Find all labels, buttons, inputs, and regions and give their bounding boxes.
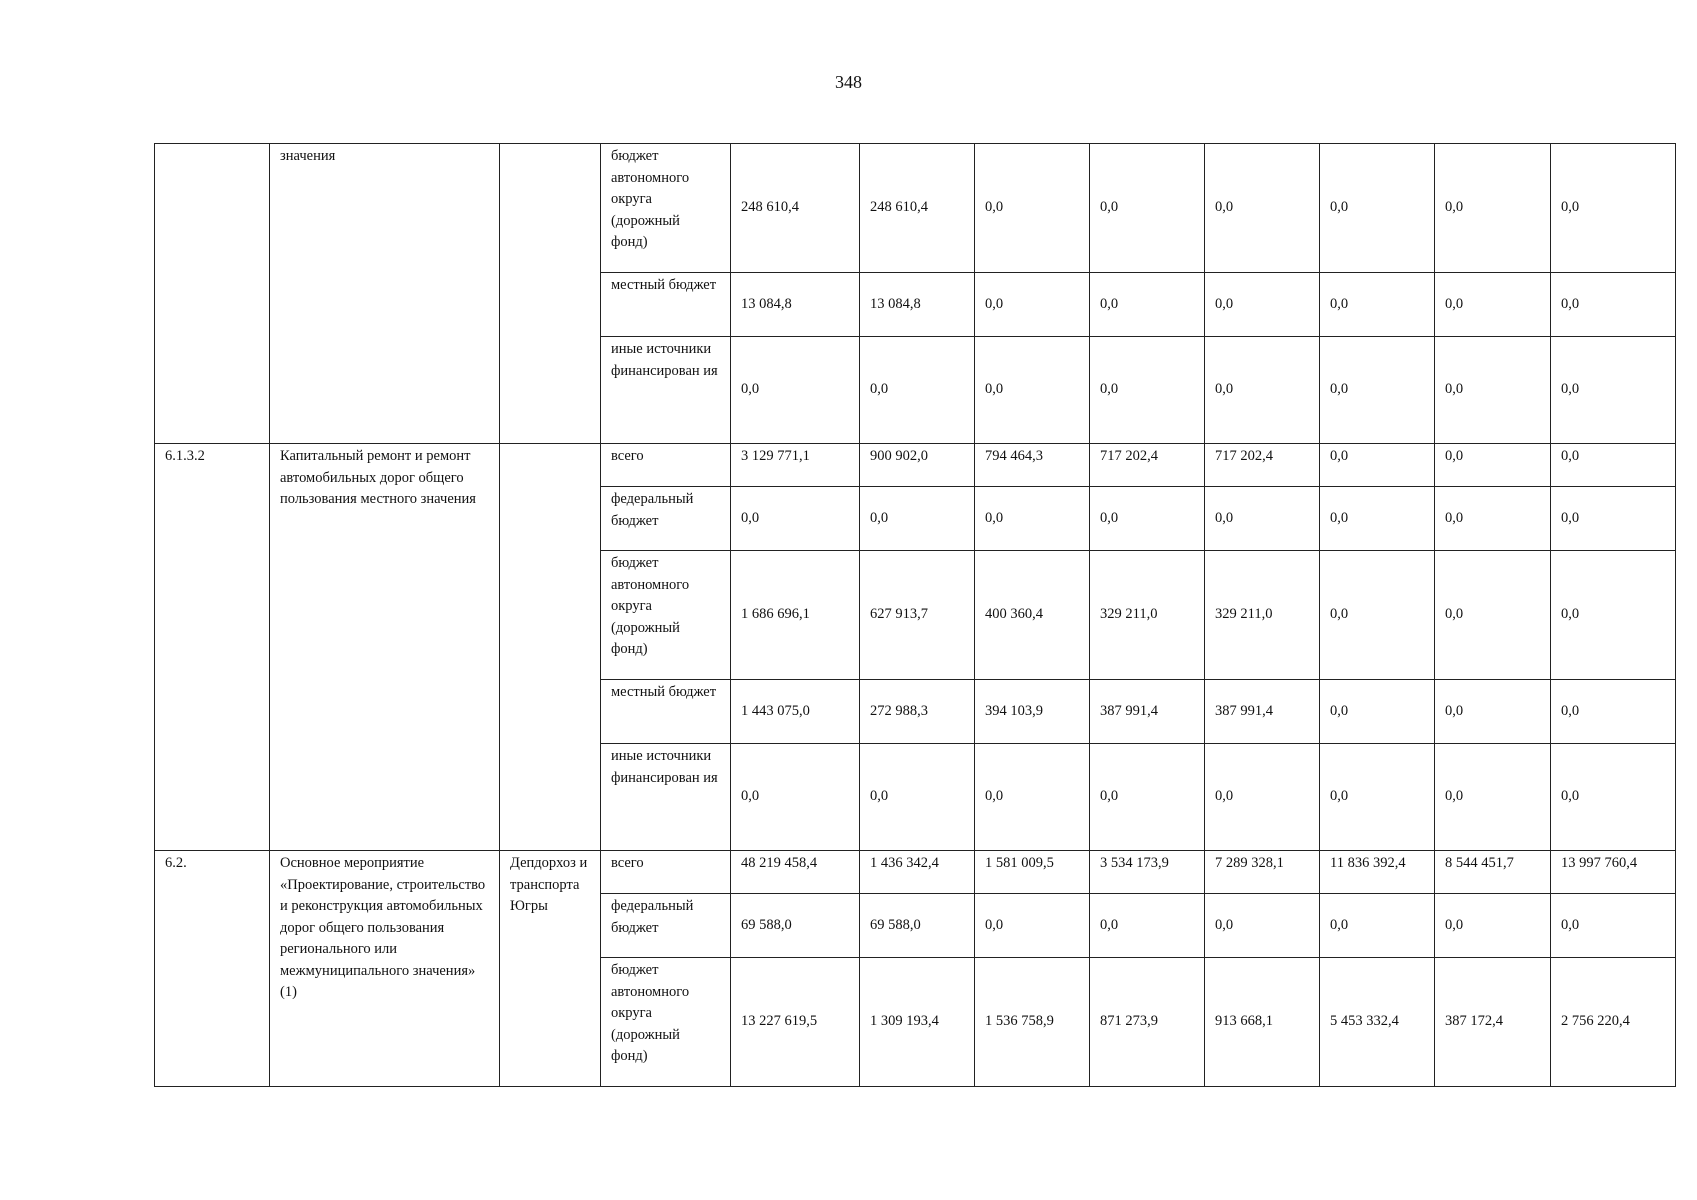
amount-cell: 0,0 <box>1320 744 1435 851</box>
amount-cell: 0,0 <box>1551 680 1676 744</box>
amount-cell: 0,0 <box>1551 894 1676 958</box>
amount-cell: 0,0 <box>1205 487 1320 551</box>
executor-cell <box>500 444 601 851</box>
amount-cell: 1 686 696,1 <box>731 551 860 680</box>
amount-cell: 794 464,3 <box>975 444 1090 487</box>
amount-cell: 8 544 451,7 <box>1435 851 1551 894</box>
funding-source-cell: бюджет автономного округа (дорожный фонд) <box>601 551 731 680</box>
amount-cell: 11 836 392,4 <box>1320 851 1435 894</box>
amount-cell: 0,0 <box>1435 680 1551 744</box>
amount-cell: 717 202,4 <box>1205 444 1320 487</box>
amount-cell: 1 443 075,0 <box>731 680 860 744</box>
amount-cell: 394 103,9 <box>975 680 1090 744</box>
amount-cell: 3 534 173,9 <box>1090 851 1205 894</box>
amount-cell: 0,0 <box>1551 444 1676 487</box>
executor-cell: Депдорхоз и транспорта Югры <box>500 851 601 1087</box>
funding-source-cell: федеральный бюджет <box>601 894 731 958</box>
amount-cell: 0,0 <box>731 744 860 851</box>
amount-cell: 13 227 619,5 <box>731 958 860 1087</box>
amount-cell: 0,0 <box>975 337 1090 444</box>
amount-cell: 13 084,8 <box>731 273 860 337</box>
measure-name-cell: Капитальный ремонт и ремонт автомобильных дорог общего пользования местного значения <box>270 444 500 851</box>
amount-cell: 2 756 220,4 <box>1551 958 1676 1087</box>
amount-cell: 0,0 <box>1205 273 1320 337</box>
amount-cell: 0,0 <box>1435 444 1551 487</box>
funding-source-cell: всего <box>601 851 731 894</box>
amount-cell: 387 991,4 <box>1205 680 1320 744</box>
amount-cell: 0,0 <box>975 144 1090 273</box>
funding-source-cell: бюджет автономного округа (дорожный фонд) <box>601 144 731 273</box>
amount-cell: 0,0 <box>1090 744 1205 851</box>
amount-cell: 0,0 <box>1320 680 1435 744</box>
amount-cell: 0,0 <box>975 273 1090 337</box>
amount-cell: 387 172,4 <box>1435 958 1551 1087</box>
amount-cell: 0,0 <box>1320 551 1435 680</box>
amount-cell: 717 202,4 <box>1090 444 1205 487</box>
amount-cell: 248 610,4 <box>860 144 975 273</box>
amount-cell: 0,0 <box>1320 444 1435 487</box>
table-row <box>155 444 1676 487</box>
amount-cell: 0,0 <box>1090 894 1205 958</box>
amount-cell: 0,0 <box>1320 273 1435 337</box>
amount-cell: 0,0 <box>1551 551 1676 680</box>
amount-cell: 0,0 <box>1551 273 1676 337</box>
measure-name-cell: Основное мероприятие «Проектирование, строительство и реконструкция автомобильных дорог общего пользования регионального или межмуниципального значения» (1) <box>270 851 500 1087</box>
amount-cell: 0,0 <box>1435 551 1551 680</box>
amount-cell: 5 453 332,4 <box>1320 958 1435 1087</box>
amount-cell: 0,0 <box>1320 894 1435 958</box>
amount-cell: 0,0 <box>1205 894 1320 958</box>
row-number-cell: 6.1.3.2 <box>155 444 270 851</box>
amount-cell: 0,0 <box>1205 337 1320 444</box>
amount-cell: 871 273,9 <box>1090 958 1205 1087</box>
amount-cell: 913 668,1 <box>1205 958 1320 1087</box>
funding-source-cell: бюджет автономного округа (дорожный фонд) <box>601 958 731 1087</box>
amount-cell: 0,0 <box>1435 487 1551 551</box>
amount-cell: 1 309 193,4 <box>860 958 975 1087</box>
amount-cell: 248 610,4 <box>731 144 860 273</box>
amount-cell: 0,0 <box>1551 487 1676 551</box>
amount-cell: 0,0 <box>975 744 1090 851</box>
amount-cell: 1 536 758,9 <box>975 958 1090 1087</box>
row-number-cell: 6.2. <box>155 851 270 1087</box>
amount-cell: 329 211,0 <box>1090 551 1205 680</box>
executor-cell <box>500 144 601 444</box>
amount-cell: 0,0 <box>1320 337 1435 444</box>
amount-cell: 0,0 <box>1205 144 1320 273</box>
amount-cell: 400 360,4 <box>975 551 1090 680</box>
amount-cell: 0,0 <box>1435 144 1551 273</box>
row-number-cell <box>155 144 270 444</box>
page-number: 348 <box>835 72 862 92</box>
amount-cell: 69 588,0 <box>731 894 860 958</box>
amount-cell: 0,0 <box>1551 744 1676 851</box>
amount-cell: 0,0 <box>1435 337 1551 444</box>
amount-cell: 0,0 <box>1435 894 1551 958</box>
amount-cell: 272 988,3 <box>860 680 975 744</box>
amount-cell: 0,0 <box>1090 337 1205 444</box>
amount-cell: 627 913,7 <box>860 551 975 680</box>
amount-cell: 13 997 760,4 <box>1551 851 1676 894</box>
amount-cell: 0,0 <box>1435 744 1551 851</box>
funding-source-cell: федеральный бюджет <box>601 487 731 551</box>
amount-cell: 3 129 771,1 <box>731 444 860 487</box>
amount-cell: 7 289 328,1 <box>1205 851 1320 894</box>
amount-cell: 0,0 <box>1320 144 1435 273</box>
budget-table <box>154 143 1676 1087</box>
amount-cell: 0,0 <box>860 744 975 851</box>
amount-cell: 0,0 <box>860 337 975 444</box>
amount-cell: 0,0 <box>1320 487 1435 551</box>
amount-cell: 0,0 <box>1551 337 1676 444</box>
funding-source-cell: иные источники финансирован ия <box>601 744 731 851</box>
funding-source-cell: всего <box>601 444 731 487</box>
amount-cell: 0,0 <box>1090 487 1205 551</box>
amount-cell: 900 902,0 <box>860 444 975 487</box>
amount-cell: 0,0 <box>731 487 860 551</box>
amount-cell: 0,0 <box>975 487 1090 551</box>
amount-cell: 0,0 <box>1090 273 1205 337</box>
amount-cell: 13 084,8 <box>860 273 975 337</box>
amount-cell: 48 219 458,4 <box>731 851 860 894</box>
table-row <box>155 851 1676 894</box>
amount-cell: 1 581 009,5 <box>975 851 1090 894</box>
funding-source-cell: иные источники финансирован ия <box>601 337 731 444</box>
amount-cell: 0,0 <box>975 894 1090 958</box>
amount-cell: 0,0 <box>1435 273 1551 337</box>
measure-name-cell: значения <box>270 144 500 444</box>
funding-source-cell: местный бюджет <box>601 273 731 337</box>
funding-source-cell: местный бюджет <box>601 680 731 744</box>
amount-cell: 0,0 <box>731 337 860 444</box>
amount-cell: 0,0 <box>1090 144 1205 273</box>
amount-cell: 0,0 <box>1551 144 1676 273</box>
table-row <box>155 144 1676 273</box>
amount-cell: 0,0 <box>860 487 975 551</box>
amount-cell: 329 211,0 <box>1205 551 1320 680</box>
amount-cell: 0,0 <box>1205 744 1320 851</box>
amount-cell: 69 588,0 <box>860 894 975 958</box>
amount-cell: 1 436 342,4 <box>860 851 975 894</box>
amount-cell: 387 991,4 <box>1090 680 1205 744</box>
